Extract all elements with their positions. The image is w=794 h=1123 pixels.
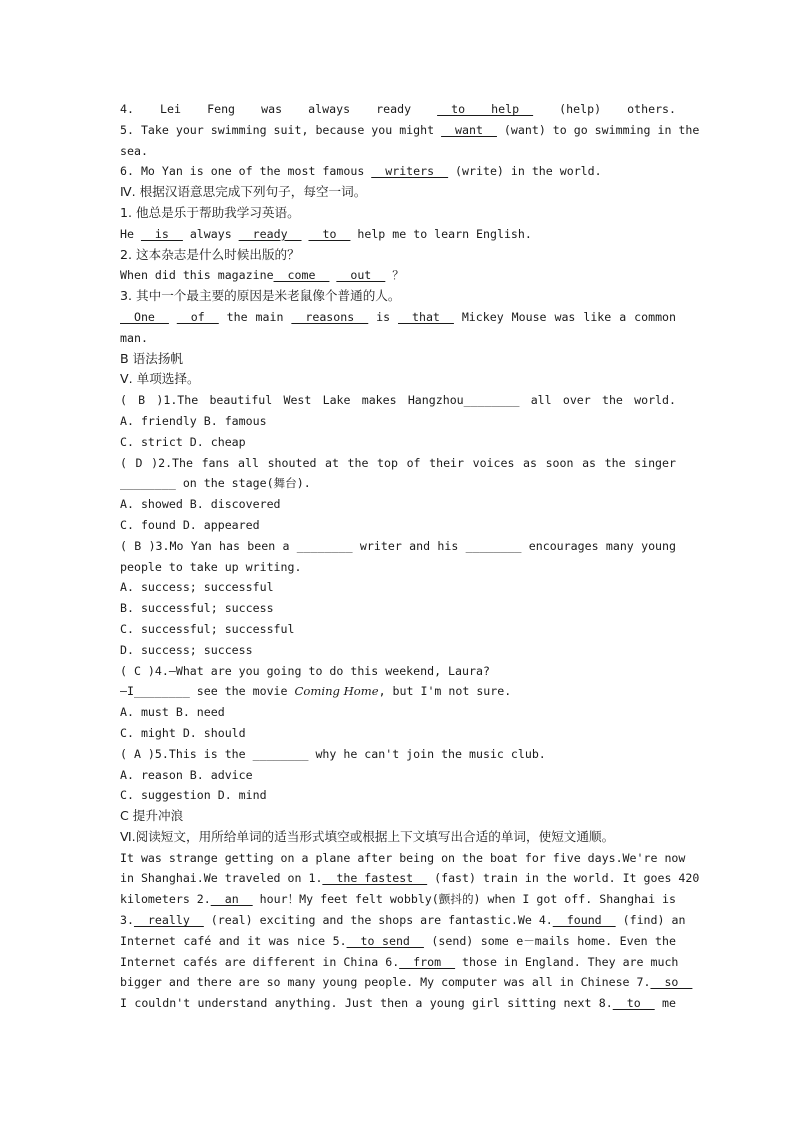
line-m2o2 (120, 515, 676, 536)
line-t3b (120, 328, 676, 349)
line-m2o1 (120, 494, 676, 515)
text-segment: (fast) train in the world. It goes 420 (427, 871, 700, 886)
line-m3o2 (120, 598, 676, 619)
text-segment: Internet café and it was nice 5. (120, 933, 347, 948)
line-p8 (120, 993, 676, 1014)
text-segment: A. friendly B. famous (120, 413, 267, 428)
answer-blank: __found__ (552, 913, 616, 928)
text-segment (169, 310, 177, 324)
text-segment: ？ (385, 268, 404, 283)
line-t3cn (120, 286, 676, 307)
line-m2 (120, 453, 676, 474)
text-segment: 2. 这本杂志是什么时候出版的？ (120, 246, 300, 262)
text-segment: (real) exciting and the shops are fantastic.We 4. (203, 913, 553, 928)
line-m3o1 (120, 577, 676, 598)
text-segment: ( B )1.The beautiful West Lake makes Hangzhou________ all over the world. (120, 393, 676, 408)
answer-blank: __of__ (176, 309, 219, 324)
text-segment: Ⅳ. 根据汉语意思完成下列句子，每空一词。 (120, 184, 367, 200)
text-segment: people to take up writing. (120, 559, 302, 574)
text-segment: 3. 其中一个最主要的原因是米老鼠像个普通的人。 (120, 288, 401, 304)
line-m2b (120, 473, 676, 494)
text-segment: always (182, 226, 239, 241)
answer-blank: __to__ (612, 996, 655, 1011)
line-p5 (120, 931, 676, 952)
line-sB (120, 349, 676, 370)
line-p6 (120, 952, 679, 973)
text-segment: ________ on the stage(舞台). (120, 476, 311, 491)
text-segment: A. success; successful (120, 580, 274, 595)
text-segment: 1. 他总是乐于帮助我学习英语。 (120, 204, 300, 220)
answer-blank: __out__ (336, 268, 386, 283)
text-segment: , but I'm not sure. (378, 684, 512, 699)
text-segment: bigger and there are so many young people. My computer was all in Chinese 7. (120, 975, 651, 990)
answer-blank: __One__ (120, 309, 169, 324)
line-m3 (120, 536, 676, 557)
answer-blank: __the fastest__ (322, 871, 428, 886)
line-q5b (120, 141, 676, 162)
text-segment: in Shanghai.We traveled on 1. (120, 871, 323, 886)
text-segment: It was strange getting on a plane after being on the boat for five days.We're now (120, 850, 686, 865)
line-m4 (120, 661, 676, 682)
text-segment: C. might D. should (120, 725, 246, 740)
line-p1 (120, 848, 686, 869)
answer-blank: __really__ (133, 913, 204, 928)
text-segment: He (120, 226, 141, 241)
text-segment: is (368, 309, 399, 324)
text-segment: Ⅵ.阅读短文，用所给单词的适当形式填空或根据上下文填写出合适的单词，使短文通顺。 (120, 828, 615, 844)
line-t2en (120, 265, 676, 286)
answer-blank: __reasons__ (291, 309, 369, 324)
line-q5a (120, 120, 700, 141)
line-p7 (120, 972, 693, 993)
line-m5o1 (120, 765, 676, 786)
line-p4 (120, 910, 686, 931)
line-m5o2 (120, 785, 676, 806)
answer-blank: __is__ (140, 226, 183, 241)
text-segment: C. successful; successful (120, 621, 295, 636)
line-m3o4 (120, 640, 676, 661)
answer-blank: __that__ (398, 309, 454, 324)
text-segment: ( B )3.Mo Yan has been a ________ writer and his ________ encourages many young (120, 538, 676, 553)
text-segment: hour！My feet felt wobbly(颤抖的) when I got off. Shanghai is (252, 892, 676, 907)
line-m4o1 (120, 702, 676, 723)
line-m4o2 (120, 723, 676, 744)
line-m3b (120, 557, 676, 578)
line-t1cn (120, 203, 676, 224)
answer-blank: __to help__ (437, 102, 534, 116)
line-m1o1 (120, 411, 676, 432)
answer-blank: __to__ (308, 226, 351, 241)
answer-blank: __want__ (441, 122, 497, 137)
text-segment: ( D )2.The fans all shouted at the top of their voices as soon as the singer (120, 455, 676, 470)
line-m1 (120, 390, 676, 411)
line-t2cn (120, 245, 676, 266)
line-q6 (120, 161, 676, 182)
text-segment: Ⅴ. 单项选择。 (120, 371, 200, 387)
line-t1en (120, 224, 676, 245)
line-s5 (120, 369, 676, 390)
line-s4 (120, 182, 676, 203)
text-segment: C. suggestion D. mind (120, 788, 267, 803)
text-segment: the main (218, 309, 292, 324)
line-p2 (120, 868, 700, 889)
text-segment: (help) others. (533, 102, 677, 116)
answer-blank: __come__ (273, 268, 330, 283)
italic-title: Coming Home (294, 684, 379, 699)
text-segment: man. (120, 330, 148, 345)
text-segment: 3. (120, 913, 134, 928)
answer-blank: __so__ (650, 975, 693, 990)
line-m5 (120, 744, 676, 765)
text-segment: 6. Mo Yan is one of the most famous (120, 164, 372, 179)
line-m4b (120, 681, 676, 702)
text-segment: sea. (120, 143, 148, 158)
text-segment: ( A )5.This is the ________ why he can't join the music club. (120, 746, 546, 761)
text-segment: C 提升冲浪 (120, 808, 184, 824)
text-segment: 5. Take your swimming suit, because you might (120, 122, 442, 137)
text-segment: I couldn't understand anything. Just then a young girl sitting next 8. (120, 996, 613, 1011)
text-segment: Mickey Mouse was like a common (453, 309, 677, 324)
text-segment: those in England. They are much (455, 954, 679, 969)
text-segment: C. found D. appeared (120, 517, 260, 532)
text-segment: When did this magazine (120, 268, 274, 283)
text-segment: (want) to go swimming in the (496, 122, 700, 137)
line-s6 (120, 827, 676, 848)
text-segment: D. success; success (120, 642, 253, 657)
text-segment: Internet cafés are different in China 6. (120, 954, 400, 969)
text-segment: ( C )4.—What are you going to do this weekend, Laura? (120, 663, 490, 678)
text-segment: help me to learn English. (350, 226, 532, 241)
text-segment: B 语法扬帆 (120, 350, 184, 366)
text-segment: A. must B. need (120, 705, 225, 720)
line-m3o3 (120, 619, 676, 640)
text-segment: (write) in the world. (448, 164, 602, 179)
answer-blank: __from__ (399, 954, 456, 969)
answer-blank: __writers__ (371, 164, 449, 179)
line-p3 (120, 889, 676, 910)
line-sC (120, 806, 676, 827)
answer-blank: __an__ (210, 892, 253, 907)
worksheet-content (120, 99, 700, 1014)
text-segment: (find) an (615, 913, 686, 928)
text-segment: A. reason B. advice (120, 767, 253, 782)
text-segment: —I________ see the movie (120, 684, 295, 699)
text-segment: A. showed B. discovered (120, 497, 281, 512)
line-q4 (120, 99, 676, 120)
line-t3en (120, 307, 676, 328)
text-segment: kilometers 2. (120, 892, 211, 907)
text-segment: B. successful; success (120, 601, 274, 616)
text-segment: (send) some e－mails home. Even the (423, 933, 677, 948)
line-m1o2 (120, 432, 676, 453)
text-segment: 4. Lei Feng was always ready (120, 102, 438, 116)
answer-blank: __ready__ (238, 226, 302, 241)
text-segment: C. strict D. cheap (120, 434, 246, 449)
text-segment: me (654, 996, 676, 1011)
answer-blank: __to send__ (346, 933, 424, 948)
text-segment (302, 227, 309, 241)
